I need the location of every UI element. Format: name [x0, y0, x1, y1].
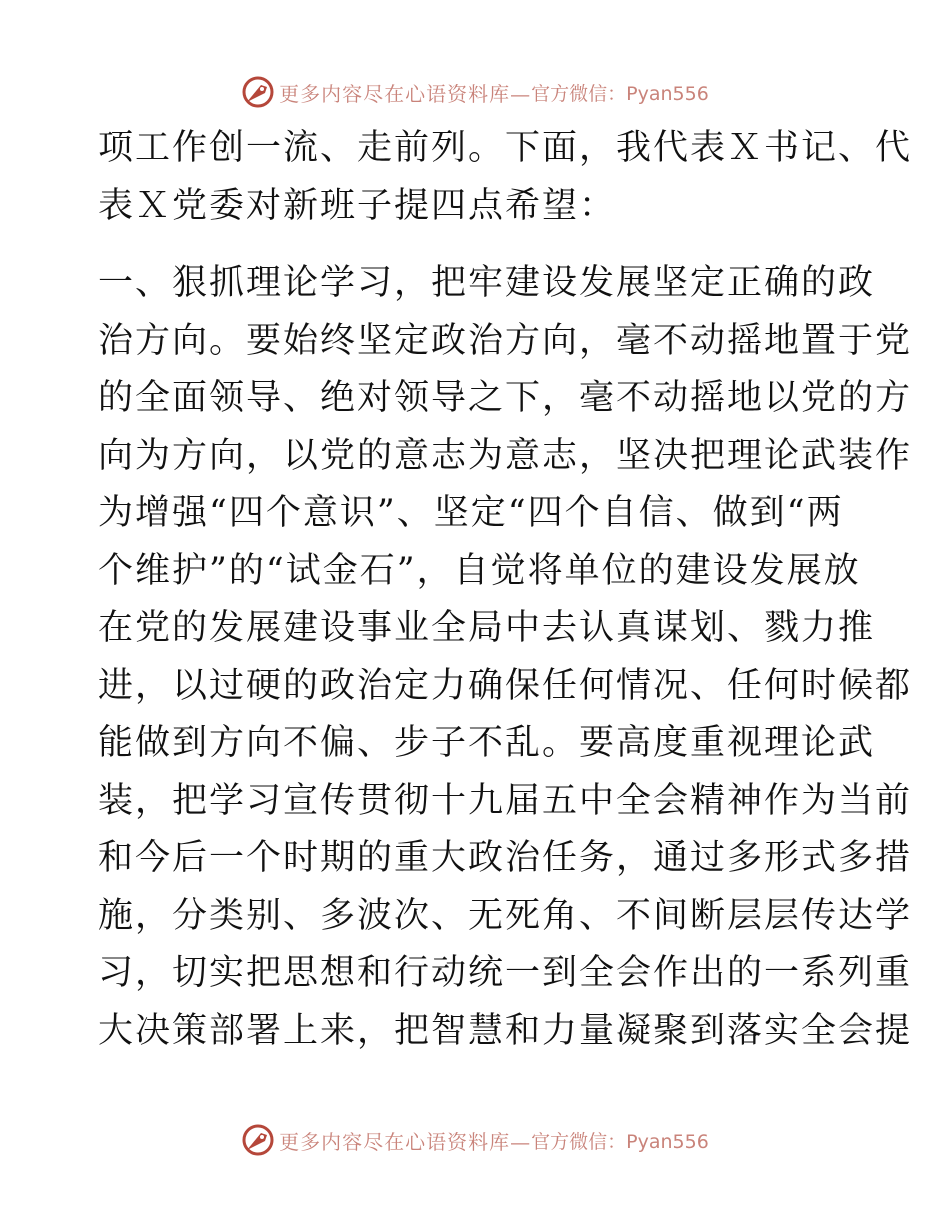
banner-wechat: 官方微信：Pyan556	[531, 1130, 709, 1153]
text-line: 在党的发展建设事业全局中去认真谋划、戮力推	[98, 608, 876, 648]
section-heading-line: 一、狠抓理论学习，把牢建设发展坚定正确的政	[98, 263, 876, 303]
text-line: 大决策部署上来，把智慧和力量凝聚到落实全会提	[98, 1010, 913, 1051]
text-line: 项工作创一流、走前列。下面，我代表Ｘ书记、代	[98, 128, 913, 168]
document-body	[98, 120, 913, 1060]
pen-nib-circle-icon	[241, 75, 275, 109]
text-line: 个维护”的“试金石”，自觉将单位的建设发展放	[98, 550, 861, 591]
text-line: 能做到方向不偏、步子不乱。要高度重视理论武	[98, 723, 876, 763]
footer-banner	[0, 1118, 950, 1162]
paragraph	[98, 255, 913, 1060]
text-line: 为增强“四个意识”、坚定“四个自信、做到“两	[98, 493, 844, 533]
text-line: 习，切实把思想和行动统一到全会作出的一系列重	[98, 953, 913, 993]
text-line: 向为方向，以党的意志为意志，坚决把理论武装作	[98, 435, 913, 476]
banner-text: 更多内容尽在心语资料库—	[279, 81, 532, 106]
text-line: 装，把学习宣传贯彻十九届五中全会精神作为当前	[98, 780, 913, 821]
text-line: 进，以过硬的政治定力确保任何情况、任何时候都	[98, 665, 913, 706]
header-banner	[0, 70, 950, 114]
banner-text: 更多内容尽在心语资料库—	[279, 1129, 532, 1154]
banner-wechat: 官方微信：Pyan556	[531, 82, 709, 105]
pen-nib-circle-icon	[241, 1123, 275, 1157]
text-line: 的全面领导、绝对领导之下，毫不动摇地以党的方	[98, 378, 913, 418]
paragraph	[98, 120, 913, 235]
text-line: 治方向。要始终坚定政治方向，毫不动摇地置于党	[98, 320, 913, 361]
text-line: 施，分类别、多波次、无死角、不间断层层传达学	[98, 895, 913, 936]
text-line: 表Ｘ党委对新班子提四点希望：	[98, 185, 617, 226]
text-line: 和今后一个时期的重大政治任务，通过多形式多措	[98, 838, 913, 878]
